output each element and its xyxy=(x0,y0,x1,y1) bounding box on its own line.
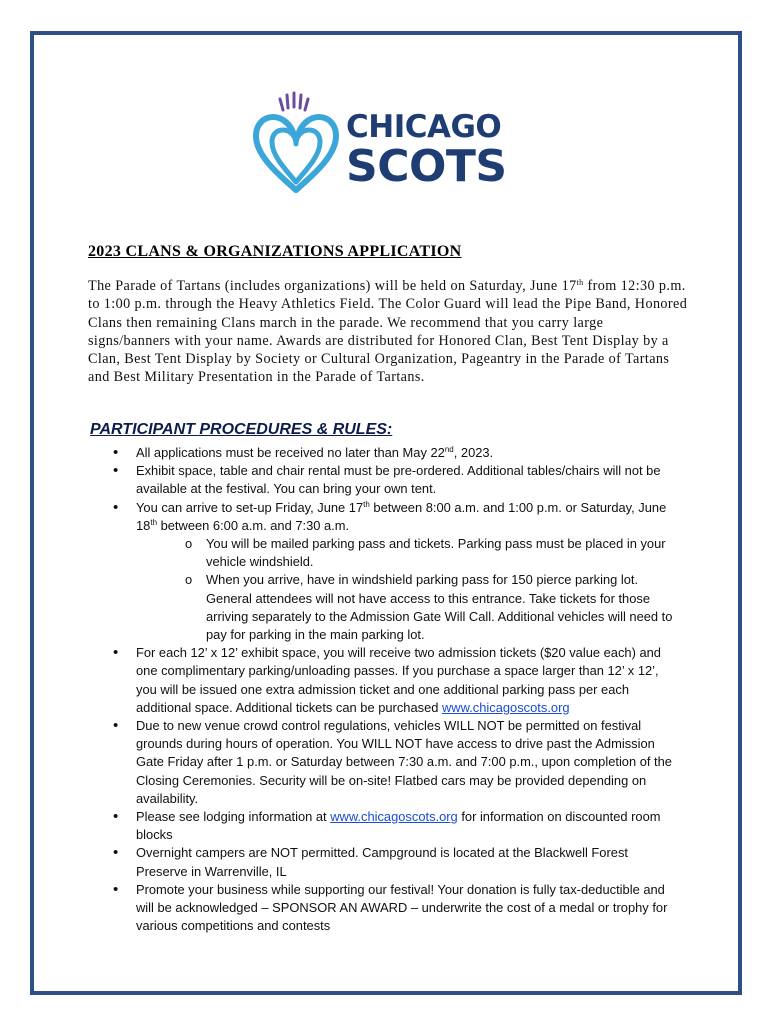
list-item xyxy=(111,717,681,808)
rule-sup: nd xyxy=(444,445,454,454)
rule-text: Exhibit space, table and chair rental must be pre-ordered. Additional tables/chairs will not be available at the festival. You can bring your own tent. xyxy=(136,463,661,497)
logo-wordmark xyxy=(346,109,507,192)
heart-crown-icon xyxy=(250,90,342,195)
list-item xyxy=(111,499,681,645)
logo-line-scots: SCOTS xyxy=(346,141,507,192)
sub-list xyxy=(136,535,681,644)
chicagoscots-link[interactable]: www.chicagoscots.org xyxy=(330,809,458,825)
intro-sup: th xyxy=(576,278,584,287)
rule-text: , 2023. xyxy=(453,445,494,460)
page-title: 2023 CLANS & ORGANIZATIONS APPLICATION xyxy=(88,243,462,260)
rule-text: Promote your business while supporting our festival! Your donation is fully tax-deductible and will be acknowledged – SPONSOR AN AWARD – underwrite the cost of a medal or trophy for various competitions and contests xyxy=(136,881,668,934)
sub-list-item xyxy=(181,571,681,644)
rule-text: Overnight campers are NOT permitted. Campground is located at the Blackwell Forest Preserve in Warrenville, IL xyxy=(136,845,628,879)
intro-paragraph xyxy=(88,277,688,387)
intro-text-a: The Parade of Tartans (includes organizations) will be held on Saturday, June 17 xyxy=(88,278,577,294)
list-item xyxy=(111,462,681,498)
list-item xyxy=(111,444,681,462)
rule-text: between 8:00 a.m. and 1:00 p.m. or Saturday, June 18 xyxy=(136,499,667,533)
rule-sup: th xyxy=(150,517,158,527)
sub-list-item xyxy=(181,535,681,571)
rule-text: Due to new venue crowd control regulations, vehicles WILL NOT be permitted on festival grounds during hours of operation. You WILL NOT have access to drive past the Admission Gate Friday after 1 p.m. or Saturday between 7:30 a.m. and 7:00 p.m., upon completion of the Closing Ceremonies. Security will be on-site! Flatbed cars may be provided depending on availability. xyxy=(136,718,672,806)
logo-line-chicago: CHICAGO xyxy=(346,109,502,145)
rule-text: Please see lodging information at xyxy=(136,809,331,825)
rule-text: You will be mailed parking pass and tickets. Parking pass must be placed in your vehicle windshield. xyxy=(206,536,666,570)
rule-text: When you arrive, have in windshield parking pass for 150 pierce parking lot. General attendees will not have access to this entrance. Take tickets for those arriving separately to the Admission Gate Will Call. Additional vehicles will need to pay for parking in the main parking lot. xyxy=(206,572,673,643)
rule-text: for information on discounted room blocks xyxy=(136,809,661,843)
intro-text-b: from 12:30 p.m. to 1:00 p.m. through the Heavy Athletics Field. The Color Guard will lead the Pipe Band, Honored Clans then remaining Clans march in the parade. We recommend that you carry large signs/banners with your name. Awards are distributed for Honored Clan, Best Tent Display by a Clan, Best Tent Display by Society or Cultural Organization, Pageantry in the Parade of Tartans and Best Military Presentation in the Parade of Tartans. xyxy=(88,278,688,386)
list-item xyxy=(111,644,681,717)
chicagoscots-link[interactable]: www.chicagoscots.org xyxy=(442,699,570,715)
section-heading: PARTICIPANT PROCEDURES & RULES: xyxy=(90,421,393,438)
list-item xyxy=(111,844,681,880)
list-item xyxy=(111,881,681,936)
chicago-scots-logo xyxy=(250,90,522,195)
rule-text: You can arrive to set-up Friday, June 17 xyxy=(136,499,364,515)
rule-text: For each 12’ x 12’ exhibit space, you will receive two admission tickets ($20 value each) and one complimentary parking/unloading passes. If you purchase a space larger than 12’ x 12’, you will be issued one extra admission ticket and one additional parking pass per each additional space. Additional tickets can be purchased xyxy=(136,645,661,715)
rule-sup: th xyxy=(363,499,370,509)
rule-text: All applications must be received no later than May 22 xyxy=(136,445,445,460)
list-item xyxy=(111,808,681,844)
rule-text: between 6:00 a.m. and 7:30 a.m. xyxy=(157,517,350,533)
rules-list xyxy=(111,444,681,935)
